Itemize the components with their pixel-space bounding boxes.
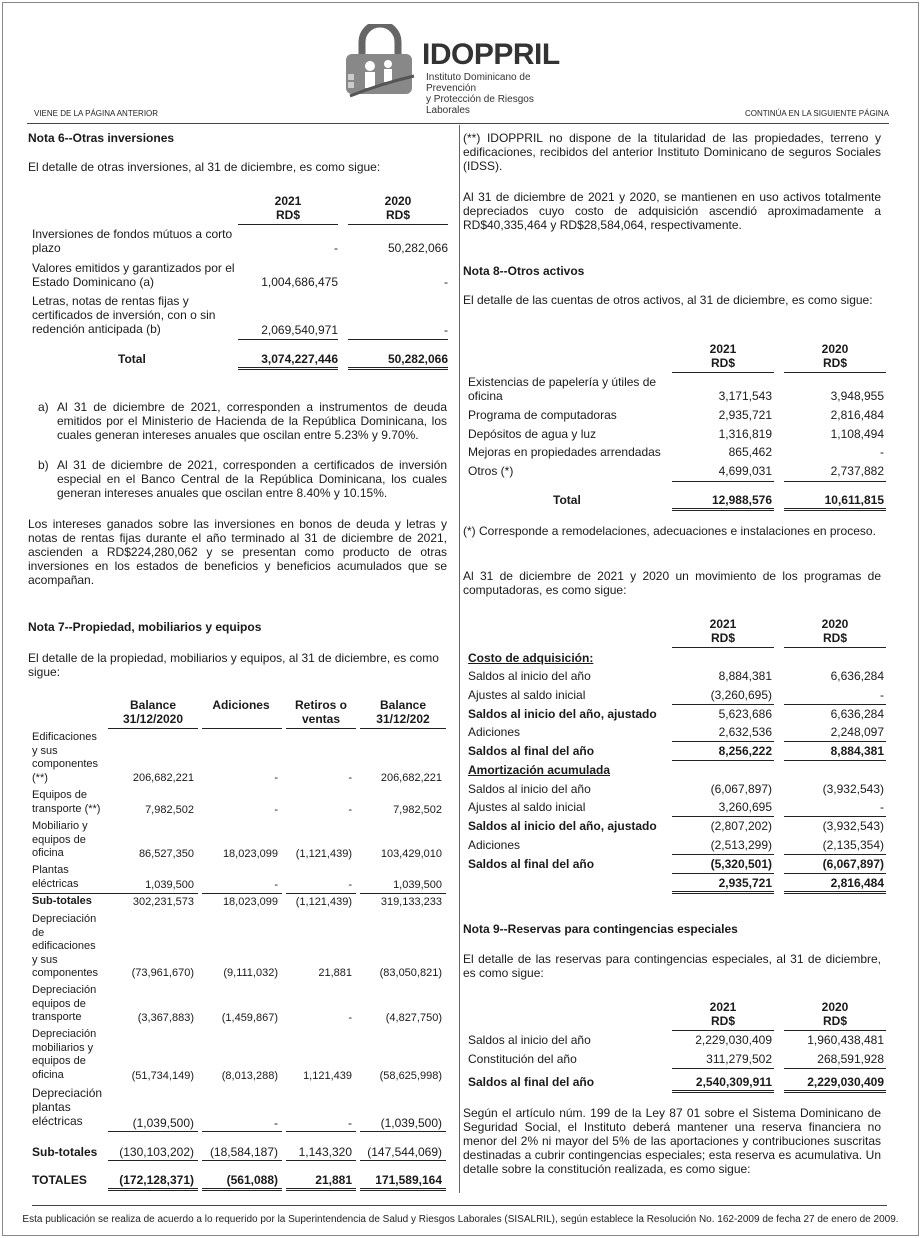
mov-cell: 8,884,381 xyxy=(718,669,772,683)
mov-cell: (2,807,202) xyxy=(710,819,772,833)
n7-header: Adiciones xyxy=(212,698,270,712)
nota9-col2-currency: RD$ xyxy=(822,1014,847,1028)
nota7-intro: El detalle de la propiedad, mobiliarios y equipos, al 31 de diciembre, es como sigue: xyxy=(28,651,439,679)
nota6-row-label: Valores emitidos y garantizados por el Estado Dominicano (a) xyxy=(32,261,235,289)
n7-cell: 302,231,573 xyxy=(132,896,194,908)
prev-page-note: VIENE DE LA PÁGINA ANTERIOR xyxy=(34,109,159,118)
nota7-title: Nota 7--Propiedad, mobiliarios y equipos xyxy=(28,620,262,634)
mov-underline xyxy=(784,760,886,761)
n7-cell: (3,367,883) xyxy=(137,1012,194,1024)
header-underline xyxy=(348,224,448,225)
nota6-col2-currency: RD$ xyxy=(385,208,410,222)
header-underline xyxy=(672,1030,774,1031)
nota6-row-v1: 2,069,540,971 xyxy=(261,323,338,337)
header-underline xyxy=(360,728,446,729)
subtotal-line xyxy=(238,339,338,340)
mov-net-2020: 2,816,484 xyxy=(830,876,884,890)
mov-cell: (2,135,354) xyxy=(822,838,884,852)
n7-cell: 21,881 xyxy=(315,1173,352,1187)
nota8-row-v1: 2,935,721 xyxy=(718,408,772,422)
n7-underline xyxy=(360,893,446,894)
n7-cell: 206,682,221 xyxy=(380,772,442,784)
n7-cell: - xyxy=(274,879,278,891)
header-underline xyxy=(784,1030,886,1031)
mov-col1-currency: RD$ xyxy=(710,631,735,645)
depreciated-assets-note: Al 31 de diciembre de 2021 y 2020, se mantienen en uso activos totalmente depreciados cuyo costo de adquisición ascendió aproximadamente a RD$40,335,464 y RD$28,584,064, respectivamente. xyxy=(463,190,881,232)
total-double-line xyxy=(238,367,338,370)
nota6-row-v2: - xyxy=(444,323,448,337)
mov-underline xyxy=(784,873,886,874)
idoppril-logo xyxy=(340,24,580,116)
logo-mark-icon xyxy=(340,24,418,100)
footer-note: Esta publicación se realiza de acuerdo a lo requerido por la Superintendencia de Salud y Riesgos Laborales (SISALRIL), según establece la Resolución No. 162-2009 de fecha 27 de enero de 2009. xyxy=(22,1214,899,1225)
nota8-row-v2: 3,948,955 xyxy=(830,389,884,403)
mov-cell: 6,636,284 xyxy=(830,707,884,721)
header-underline xyxy=(286,728,356,729)
n7-row-label: Equipos de transporte (**) xyxy=(32,789,101,815)
cost-title: Costo de adquisición: xyxy=(468,651,594,665)
nota8-row-v2: 2,737,882 xyxy=(830,464,884,478)
n7-row-label: TOTALES xyxy=(32,1173,87,1187)
note-a-text: Al 31 de diciembre de 2021, corresponden a instrumentos de deuda emitidos por el Ministerio de Hacienda de la República Dominicana, los cuales generan intereses anuales que oscilan entre 5.23% y 9.70%. xyxy=(57,400,447,442)
nota8-col1-currency: RD$ xyxy=(710,356,735,370)
mov-col2-year: 2020 xyxy=(821,617,849,631)
mov-cell: (6,067,897) xyxy=(710,782,772,796)
nota8-row-v1: 4,699,031 xyxy=(718,464,772,478)
mov-row-label: Ajustes al saldo inicial xyxy=(468,800,586,814)
nota6-intro: El detalle de otras inversiones, al 31 de diciembre, es como sigue: xyxy=(28,160,381,174)
mov-row-label: Adiciones xyxy=(468,838,521,852)
mov-cell: 3,260,695 xyxy=(718,800,772,814)
n7-header: Balance xyxy=(379,698,427,712)
n7-cell: 319,133,233 xyxy=(380,896,442,908)
nota9-row-label: Saldos al inicio del año xyxy=(468,1033,591,1047)
n7-double-underline xyxy=(108,1188,198,1191)
n7-underline xyxy=(202,1131,282,1132)
n7-cell: (58,625,998) xyxy=(379,1070,442,1082)
nota8-row-v2: 2,816,484 xyxy=(830,408,884,422)
header-underline xyxy=(672,372,774,373)
mov-col1-year: 2021 xyxy=(709,617,737,631)
mov-underline xyxy=(784,704,886,705)
nota8-row-label: Depósitos de agua y luz xyxy=(468,427,597,441)
n7-cell: - xyxy=(348,772,352,784)
nota6-col1-currency: RD$ xyxy=(275,208,300,222)
nota8-col2-currency: RD$ xyxy=(822,356,847,370)
mov-underline xyxy=(672,760,774,761)
n7-cell: 18,023,099 xyxy=(222,896,278,908)
note-b-text: Al 31 de diciembre de 2021, corresponden a certificados de inversión especial en el Banco Central de la República Dominicana, los cuales generan intereses anuales que oscilan entre 8.40% y 10.15%. xyxy=(57,458,447,500)
n7-double-underline xyxy=(360,1188,446,1191)
mov-row-label: Saldos al inicio del año, ajustado xyxy=(468,707,657,721)
mov-col2-currency: RD$ xyxy=(822,631,847,645)
n7-cell: 21,881 xyxy=(318,967,352,979)
nota6-total-label: Total xyxy=(118,352,146,366)
nota6-row-label: Inversiones de fondos mútuos a corto plazo xyxy=(32,227,233,255)
page-frame xyxy=(2,2,919,1236)
nota8-intro: El detalle de las cuentas de otros activos, al 31 de diciembre, es como sigue: xyxy=(463,293,873,307)
n7-underline xyxy=(286,1160,356,1161)
n7-row-label: Depreciación equipos de transporte xyxy=(32,984,97,1023)
mov-cell: 6,636,284 xyxy=(830,669,884,683)
n7-row-label: Sub-totales xyxy=(32,895,92,907)
mov-cell: 8,256,222 xyxy=(718,744,772,758)
amort-title-text: Amortización acumulada xyxy=(468,763,611,777)
nota8-title: Nota 8--Otros activos xyxy=(463,264,585,278)
nota8-row-v2: 1,108,494 xyxy=(830,427,884,441)
n7-cell: 7,982,502 xyxy=(145,804,194,816)
n7-row-label: Depreciación de edificaciones y sus componentes xyxy=(32,913,99,979)
mov-underline xyxy=(784,816,886,817)
nota6-total-2021: 3,074,227,446 xyxy=(261,352,338,366)
n7-cell: (561,088) xyxy=(226,1173,278,1187)
nota9-col1-year: 2021 xyxy=(709,1000,737,1014)
n7-row-label: Depreciación mobiliarios y equipos de oficina xyxy=(32,1028,97,1081)
nota8-row-label: Programa de computadoras xyxy=(468,408,617,422)
mov-underline xyxy=(784,854,886,855)
n7-cell: (8,013,288) xyxy=(221,1070,278,1082)
nota8-row-v1: 3,171,543 xyxy=(718,389,772,403)
nota9-row-label: Constitución del año xyxy=(468,1052,577,1066)
n7-cell: - xyxy=(348,879,352,891)
subtotal-line xyxy=(672,1068,774,1069)
n7-cell: - xyxy=(348,1116,352,1130)
total-double-line xyxy=(784,1090,886,1093)
mov-row-label: Saldos al final del año xyxy=(468,857,595,871)
n7-double-underline xyxy=(202,1188,282,1191)
n7-cell: (51,734,149) xyxy=(131,1070,194,1082)
n7-underline xyxy=(108,1160,198,1161)
nota9-total-label: Saldos al final del año xyxy=(468,1075,595,1089)
nota8-mov-intro: Al 31 de diciembre de 2021 y 2020 un movimiento de los programas de computadoras, es como sigue: xyxy=(463,569,881,597)
n7-cell: (73,961,670) xyxy=(131,967,194,979)
mov-underline xyxy=(672,816,774,817)
nota6-row-v2: - xyxy=(444,275,448,289)
n7-cell: 171,589,164 xyxy=(375,1173,442,1187)
nota9-total-2020: 2,229,030,409 xyxy=(807,1075,884,1089)
total-double-line xyxy=(348,367,448,370)
mov-row-label: Adiciones xyxy=(468,725,521,739)
brand-sub-line: y Protección de Riesgos Laborales xyxy=(426,94,534,116)
n7-cell: - xyxy=(274,1116,278,1130)
header-rule xyxy=(27,123,889,124)
n7-underline xyxy=(286,893,356,894)
nota9-row-v2: 268,591,928 xyxy=(817,1052,884,1066)
nota8-footnote: (*) Corresponde a remodelaciones, adecuaciones e instalaciones en proceso. xyxy=(463,524,876,538)
mov-cell: (6,067,897) xyxy=(822,857,884,871)
mov-cell: - xyxy=(880,800,884,814)
mov-row-label: Saldos al final del año xyxy=(468,744,595,758)
mov-cell: 8,884,381 xyxy=(830,744,884,758)
total-double-line xyxy=(672,508,774,511)
subtotal-line xyxy=(672,481,774,482)
n7-header: Retiros o xyxy=(294,698,347,712)
mov-underline xyxy=(672,741,774,742)
n7-cell: (1,121,439) xyxy=(295,896,352,908)
brand-name: IDOPPRIL xyxy=(422,38,560,71)
n7-cell: 1,121,439 xyxy=(303,1070,352,1082)
n7-cell: - xyxy=(274,804,278,816)
mov-cell: (2,513,299) xyxy=(710,838,772,852)
n7-cell: (4,827,750) xyxy=(385,1012,442,1024)
n7-cell: - xyxy=(348,1012,352,1024)
nota6-row-v1: - xyxy=(334,241,338,255)
nota6-col1-year: 2021 xyxy=(274,194,302,208)
subtotal-line xyxy=(784,481,886,482)
n7-underline xyxy=(286,1131,356,1132)
nota8-total-label: Total xyxy=(553,493,581,507)
n7-cell: (1,039,500) xyxy=(132,1116,194,1130)
n7-cell: 18,023,099 xyxy=(222,848,278,860)
n7-cell: - xyxy=(274,772,278,784)
nota8-col2-year: 2020 xyxy=(821,342,849,356)
idss-note: (**) IDOPPRIL no dispone de la titularidad de las propiedades, terreno y edificaciones, recibidos del anterior Instituto Dominicano de seguros Sociales (IDSS). xyxy=(463,131,881,173)
n7-row-label: Sub-totales xyxy=(32,1145,98,1159)
total-double-line xyxy=(784,508,886,511)
n7-cell: 206,682,221 xyxy=(132,772,194,784)
header-underline xyxy=(108,728,198,729)
n7-cell: 7,982,502 xyxy=(393,804,442,816)
n7-underline xyxy=(108,893,198,894)
n7-header: Balance xyxy=(129,698,177,712)
header-underline xyxy=(238,224,338,225)
n7-cell: (1,121,439) xyxy=(295,848,352,860)
nota8-row-v1: 1,316,819 xyxy=(718,427,772,441)
mov-underline xyxy=(672,854,774,855)
nota8-row-v2: - xyxy=(880,445,884,459)
mov-row-label: Saldos al inicio del año, ajustado xyxy=(468,819,657,833)
mov-net-2021: 2,935,721 xyxy=(718,876,772,890)
nota6-col2-year: 2020 xyxy=(384,194,412,208)
nota6-row-v1: 1,004,686,475 xyxy=(261,275,338,289)
n7-cell: (9,111,032) xyxy=(223,967,278,979)
header-underline xyxy=(784,647,886,648)
mov-cell: 5,623,686 xyxy=(718,707,772,721)
mov-row-label: Ajustes al saldo inicial xyxy=(468,688,586,702)
next-page-note: CONTINÚA EN LA SIGUIENTE PÁGINA xyxy=(744,109,889,118)
mov-cell: 2,248,097 xyxy=(830,725,884,739)
n7-underline xyxy=(202,893,282,894)
total-double-line xyxy=(784,891,886,894)
n7-cell: 1,039,500 xyxy=(393,879,442,891)
n7-underline xyxy=(108,1131,198,1132)
header-underline xyxy=(202,728,282,729)
n7-row-label: Depreciación plantas eléctricas xyxy=(32,1086,103,1128)
mov-underline xyxy=(672,704,774,705)
n7-cell: (1,459,867) xyxy=(221,1012,278,1024)
nota9-total-2021: 2,540,309,911 xyxy=(695,1075,772,1089)
n7-underline xyxy=(360,1131,446,1132)
nota8-row-label: Otros (*) xyxy=(468,464,514,478)
n7-underline xyxy=(32,893,108,894)
total-double-line xyxy=(672,1090,774,1093)
nota9-intro: El detalle de las reservas para contingencias especiales, al 31 de diciembre, es como sigue: xyxy=(463,952,881,980)
note-b-marker: b) xyxy=(38,458,49,472)
nota9-row-v1: 2,229,030,409 xyxy=(695,1033,772,1047)
nota8-total-2021: 12,988,576 xyxy=(711,493,772,507)
brand-sub-line: Instituto Dominicano de Prevención xyxy=(426,72,531,94)
nota8-col1-year: 2021 xyxy=(709,342,737,356)
nota9-title: Nota 9--Reservas para contingencias especiales xyxy=(463,922,738,936)
mov-underline xyxy=(672,873,774,874)
nota8-row-label: Existencias de papelería y útiles de oficina xyxy=(468,375,657,403)
n7-row-label: Edificaciones y sus componentes (**) xyxy=(32,731,99,784)
n7-row-label: Plantas eléctricas xyxy=(32,864,79,890)
nota8-row-v1: 865,462 xyxy=(728,445,772,459)
nota9-col1-currency: RD$ xyxy=(710,1014,735,1028)
n7-header: 31/12/2020 xyxy=(122,712,184,726)
n7-cell: (18,584,187) xyxy=(209,1145,278,1159)
brand-subtitle xyxy=(426,72,580,116)
n7-cell: - xyxy=(348,804,352,816)
n7-cell: 1,143,320 xyxy=(298,1145,352,1159)
mov-cell: (3,932,543) xyxy=(822,819,884,833)
n7-underline xyxy=(202,1160,282,1161)
nota9-col2-year: 2020 xyxy=(821,1000,849,1014)
total-double-line xyxy=(672,891,774,894)
mov-underline xyxy=(784,741,886,742)
n7-cell: (172,128,371) xyxy=(119,1173,194,1187)
n7-row-label: Mobiliario y equipos de oficina xyxy=(32,820,88,859)
nota8-total-2020: 10,611,815 xyxy=(824,493,884,507)
n7-cell: 86,527,350 xyxy=(138,848,194,860)
n7-header: ventas xyxy=(301,712,341,726)
header-underline xyxy=(784,372,886,373)
n7-header: 31/12/202 xyxy=(376,712,430,726)
n7-cell: 1,039,500 xyxy=(145,879,194,891)
nota9-closing: Según el artículo núm. 199 de la Ley 87 01 sobre el Sistema Dominicano de Seguridad Social, el Instituto deberá mantener una reserva financiera no menor del 2% ni mayor del 5% de las aportaciones y contribuciones suscritas destinadas a cubrir contingencias especiales; esta reserva es acumulativa. Un detalle sobre la constitución realizada, es como sigue: xyxy=(463,1106,881,1176)
n7-cell: (147,544,069) xyxy=(367,1145,442,1159)
nota6-row-label: Letras, notas de rentas fijas y certificados de inversión, con o sin redención anticipada (b) xyxy=(32,294,216,336)
header-underline xyxy=(672,647,774,648)
mov-cell: (3,260,695) xyxy=(710,688,772,702)
mov-cell: (5,320,501) xyxy=(710,857,772,871)
amort-title xyxy=(468,763,610,777)
nota6-title: Nota 6--Otras inversiones xyxy=(28,131,175,145)
n7-cell: 103,429,010 xyxy=(380,848,442,860)
mov-row-label: Saldos al inicio del año xyxy=(468,782,591,796)
nota6-closing: Los intereses ganados sobre las inversiones en bonos de deuda y letras y notas de rentas fijas durante el año terminado al 31 de diciembre de 2021, ascienden a RD$224,280,062 y se presentan como producto de otras inversiones en los estados de beneficios y beneficios acumulados que se acompañan. xyxy=(28,517,447,587)
mov-cell: - xyxy=(880,688,884,702)
nota6-total-2020: 50,282,066 xyxy=(387,352,448,366)
n7-double-underline xyxy=(286,1188,356,1191)
nota8-row-label: Mejoras en propiedades arrendadas xyxy=(468,445,661,459)
column-divider xyxy=(459,125,460,1193)
subtotal-line xyxy=(348,339,448,340)
n7-underline xyxy=(360,1160,446,1161)
n7-cell: (83,050,821) xyxy=(379,967,442,979)
n7-cell: (1,039,500) xyxy=(380,1116,442,1130)
nota9-row-v2: 1,960,438,481 xyxy=(807,1033,884,1047)
note-a-marker: a) xyxy=(38,400,49,414)
n7-cell: (130,103,202) xyxy=(119,1145,194,1159)
nota9-row-v1: 311,279,502 xyxy=(706,1052,772,1066)
mov-cell: 2,632,536 xyxy=(718,725,772,739)
mov-cell: (3,932,543) xyxy=(822,782,884,796)
nota6-row-v2: 50,282,066 xyxy=(387,241,448,255)
mov-row-label: Saldos al inicio del año xyxy=(468,669,591,683)
subtotal-line xyxy=(784,1068,886,1069)
footer-rule xyxy=(32,1205,887,1206)
